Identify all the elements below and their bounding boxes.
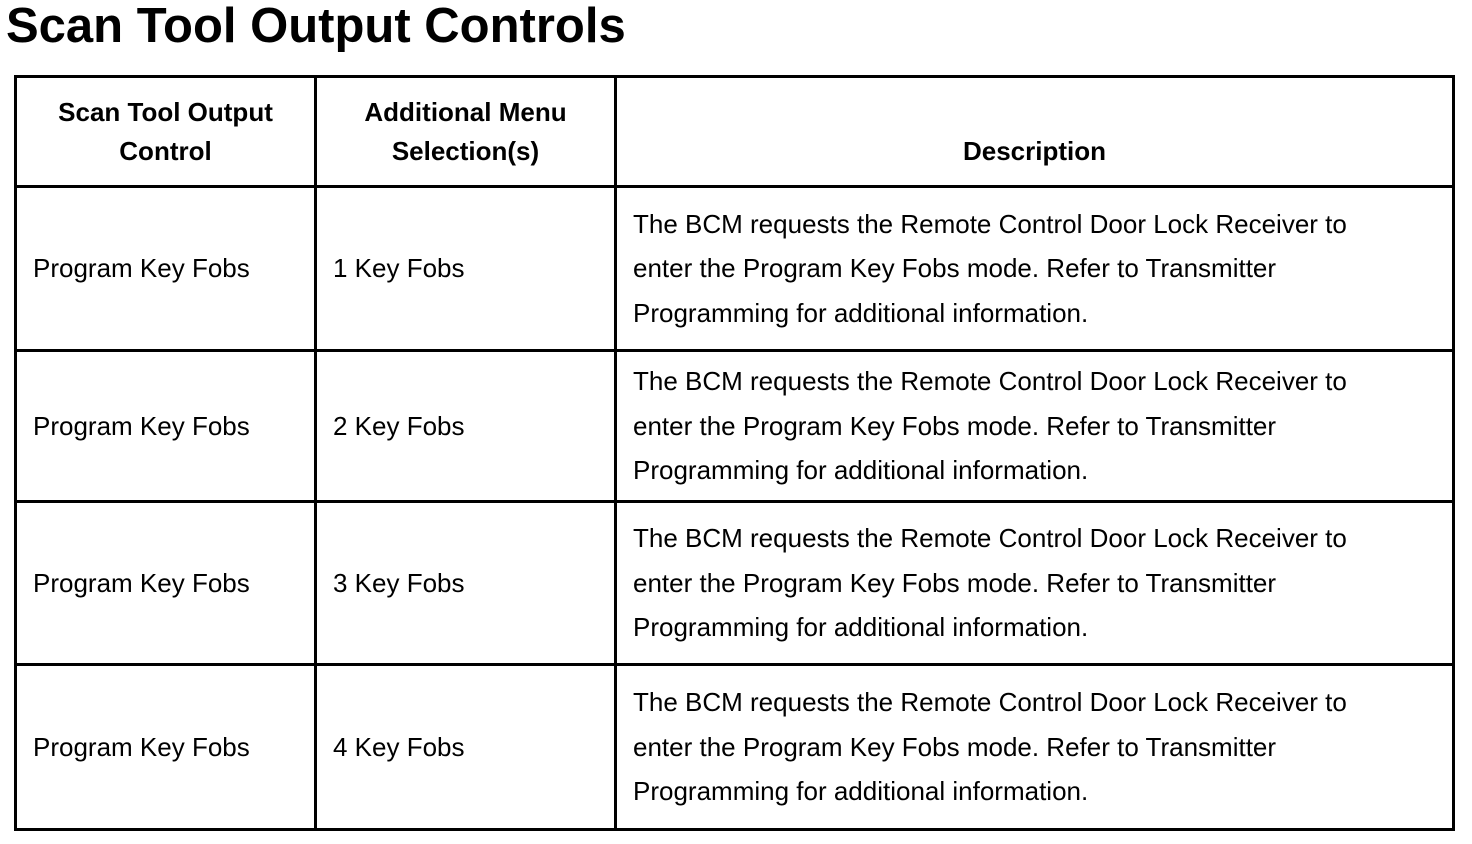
cell-description: The BCM requests the Remote Control Door Lock Receiver to enter the Program Key Fobs mode. Refer to Transmitter Programming for additional information. [616, 665, 1454, 830]
table-row [16, 502, 1454, 665]
cell-output-control: Program Key Fobs [16, 502, 316, 665]
cell-menu-selection: 4 Key Fobs [316, 665, 616, 830]
cell-description: The BCM requests the Remote Control Door Lock Receiver to enter the Program Key Fobs mode. Refer to Transmitter Programming for additional information. [616, 502, 1454, 665]
table-body [16, 187, 1454, 830]
cell-menu-selection: 3 Key Fobs [316, 502, 616, 665]
header-description: Description [616, 77, 1454, 187]
table-row [16, 665, 1454, 830]
header-additional-menu-selections: Additional Menu Selection(s) [316, 77, 616, 187]
cell-description: The BCM requests the Remote Control Door Lock Receiver to enter the Program Key Fobs mode. Refer to Transmitter Programming for additional information. [616, 187, 1454, 351]
cell-output-control: Program Key Fobs [16, 351, 316, 502]
cell-menu-selection: 2 Key Fobs [316, 351, 616, 502]
header-scan-tool-output-control: Scan Tool Output Control [16, 77, 316, 187]
cell-menu-selection: 1 Key Fobs [316, 187, 616, 351]
header-row [16, 77, 1454, 187]
table-row [16, 187, 1454, 351]
table-header [16, 77, 1454, 187]
cell-description: The BCM requests the Remote Control Door Lock Receiver to enter the Program Key Fobs mode. Refer to Transmitter Programming for additional information. [616, 351, 1454, 502]
cell-output-control: Program Key Fobs [16, 187, 316, 351]
page-title: Scan Tool Output Controls [6, 0, 626, 53]
cell-output-control: Program Key Fobs [16, 665, 316, 830]
table-row [16, 351, 1454, 502]
output-controls-table [14, 75, 1455, 831]
